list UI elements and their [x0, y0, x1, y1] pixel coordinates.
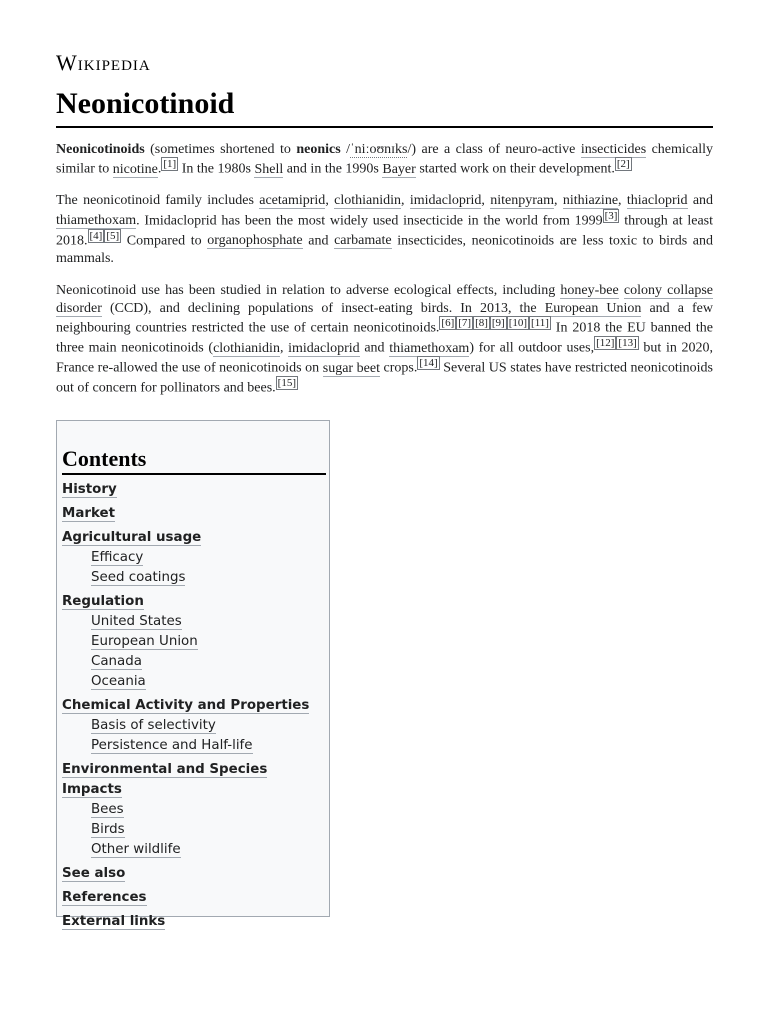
- toc-item-chemical-activity-and-properties[interactable]: [62, 696, 328, 716]
- text: Compared to: [121, 233, 208, 249]
- link-bayer[interactable]: Bayer: [382, 161, 416, 177]
- text: In 2018 the EU banned the three main neonicotinoids (: [56, 321, 713, 356]
- reference-label[interactable]: [12]: [596, 337, 615, 350]
- reference-8[interactable]: [473, 316, 490, 330]
- link-european-union[interactable]: European Union: [544, 301, 642, 317]
- toc-item-label[interactable]: Persistence and Half-life: [91, 738, 253, 753]
- link-carbamate[interactable]: carbamate: [334, 233, 392, 249]
- toc-item-references[interactable]: [62, 888, 328, 908]
- text: and: [359, 340, 390, 356]
- reference-label[interactable]: [15]: [277, 377, 296, 390]
- reference-15[interactable]: [276, 376, 298, 390]
- toc-item-european-union[interactable]: [62, 632, 328, 652]
- toc-item-label[interactable]: Chemical Activity and Properties: [62, 698, 310, 713]
- reference-label[interactable]: [4]: [89, 229, 103, 242]
- link-colony-collapse-disorder[interactable]: colony collapse disorder: [56, 282, 713, 317]
- text: and: [687, 193, 714, 209]
- reference-label[interactable]: [7]: [458, 317, 472, 330]
- toc-item-united-states[interactable]: [62, 612, 328, 632]
- link-honey-bee[interactable]: honey-bee: [560, 282, 619, 298]
- reference-12[interactable]: [594, 336, 616, 350]
- reference-label[interactable]: [6]: [441, 317, 455, 330]
- toc-item-label[interactable]: Bees: [91, 802, 124, 817]
- link-acetamiprid[interactable]: acetamiprid: [259, 193, 326, 209]
- text: crops.: [379, 360, 418, 376]
- text: and a few neighbouring countries restricted the use of certain neonicotinoids.: [56, 301, 713, 336]
- toc-item-label[interactable]: Birds: [91, 822, 125, 837]
- reference-label[interactable]: [9]: [491, 317, 505, 330]
- reference-label[interactable]: [3]: [604, 209, 618, 222]
- reference-7[interactable]: [456, 316, 473, 330]
- text: ,: [279, 340, 289, 356]
- link-clothianidin[interactable]: clothianidin: [334, 193, 402, 209]
- text: and in the 1990s: [283, 161, 383, 177]
- reference-14[interactable]: [417, 356, 439, 370]
- reference-1[interactable]: [161, 157, 178, 171]
- reference-label[interactable]: [8]: [475, 317, 488, 330]
- reference-label[interactable]: [5]: [106, 229, 120, 242]
- toc-item-label[interactable]: Agricultural usage: [62, 530, 202, 545]
- reference-label[interactable]: [14]: [419, 357, 438, 370]
- toc-list: [62, 480, 328, 932]
- text: .: [157, 161, 162, 177]
- reference-label[interactable]: [13]: [618, 337, 637, 350]
- text: ) for all outdoor uses,: [469, 340, 595, 356]
- toc-item-label[interactable]: Basis of selectivity: [91, 718, 216, 733]
- text: /) are a class of neuro-active: [407, 142, 581, 157]
- text: (CCD), and declining populations of insect-eating birds. In 2013, the: [101, 301, 545, 317]
- link-insecticides[interactable]: insecticides: [580, 142, 647, 157]
- toc-item-regulation[interactable]: [62, 592, 328, 612]
- reference-label[interactable]: [10]: [508, 317, 528, 330]
- link-nithiazine[interactable]: nithiazine: [562, 193, 619, 209]
- toc-item-label[interactable]: European Union: [91, 634, 198, 649]
- ipa-pronunciation[interactable]: ˈniːoʊnɪks: [350, 142, 408, 157]
- link-nitenpyram[interactable]: nitenpyram: [490, 193, 554, 209]
- toc-item-basis-of-selectivity[interactable]: [62, 716, 328, 736]
- text: ,: [618, 193, 627, 209]
- text: The neonicotinoid family includes: [56, 193, 260, 209]
- term-bold: neonics: [296, 142, 341, 157]
- toc-item-label[interactable]: United States: [91, 614, 182, 629]
- reference-5[interactable]: [104, 229, 121, 243]
- toc-item-label[interactable]: Regulation: [62, 594, 144, 609]
- toc-item-seed-coatings[interactable]: [62, 568, 328, 588]
- toc-item-persistence-and-half-life[interactable]: [62, 736, 328, 756]
- link-thiamethoxam[interactable]: thiamethoxam: [389, 340, 470, 356]
- toc-item-bees[interactable]: [62, 800, 328, 820]
- link-imidacloprid[interactable]: imidacloprid: [288, 340, 360, 356]
- toc-item-label[interactable]: Efficacy: [91, 550, 144, 565]
- toc-item-environmental-and-species-impacts[interactable]: [62, 760, 328, 800]
- intro-paragraph-1: [56, 141, 713, 179]
- toc-item-label[interactable]: See also: [62, 866, 126, 881]
- text: Neonicotinoid use has been studied in relation to adverse ecological effects, including: [56, 282, 561, 298]
- toc-item-market[interactable]: [62, 504, 328, 524]
- toc-item-label[interactable]: Environmental and Species Impacts: [62, 762, 268, 797]
- toc-item-history[interactable]: [62, 480, 328, 500]
- text: chemically similar to: [56, 142, 713, 177]
- toc-item-see-also[interactable]: [62, 864, 328, 884]
- link-nicotine[interactable]: nicotine: [112, 161, 158, 177]
- text: In the 1980s: [178, 161, 255, 177]
- intro-paragraph-3: [56, 282, 713, 398]
- text: . Imidacloprid has been the most widely used insecticide in the world from 1999: [136, 213, 603, 229]
- text: through at least 2018.: [56, 213, 714, 249]
- toc-item-birds[interactable]: [62, 820, 328, 840]
- link-thiamethoxam[interactable]: thiamethoxam: [56, 213, 137, 229]
- toc-item-efficacy[interactable]: [62, 548, 328, 568]
- toc-item-agricultural-usage[interactable]: [62, 528, 328, 548]
- toc-item-label[interactable]: Canada: [91, 654, 142, 669]
- reference-9[interactable]: [490, 316, 507, 330]
- text: /: [340, 142, 351, 157]
- text: ,: [481, 193, 491, 209]
- toc-item-label[interactable]: Seed coatings: [91, 570, 186, 585]
- link-imidacloprid[interactable]: imidacloprid: [409, 193, 482, 209]
- text: (sometimes shortened to: [144, 142, 297, 157]
- link-organophosphate[interactable]: organophosphate: [207, 233, 303, 249]
- toc-item-canada[interactable]: [62, 652, 328, 672]
- toc-item-label[interactable]: External links: [62, 914, 166, 929]
- reference-label[interactable]: [1]: [163, 158, 177, 171]
- text: started work on their development.: [415, 161, 615, 177]
- reference-13[interactable]: [616, 336, 638, 350]
- link-sugar-beet[interactable]: sugar beet: [322, 360, 380, 376]
- toc-title: Contents: [62, 445, 326, 475]
- reference-2[interactable]: [615, 157, 632, 171]
- reference-6[interactable]: [439, 316, 456, 330]
- reference-label[interactable]: [2]: [616, 158, 630, 171]
- text: Several US states have restricted neonicotinoids out of concern for pollinators and bees.: [56, 360, 713, 396]
- link-thiacloprid[interactable]: thiacloprid: [626, 193, 688, 209]
- text: ,: [325, 193, 335, 209]
- toc-item-other-wildlife[interactable]: [62, 840, 328, 860]
- article-body: [56, 141, 713, 411]
- toc-item-label[interactable]: Oceania: [91, 674, 146, 689]
- link-shell[interactable]: Shell: [254, 161, 284, 177]
- text: and: [302, 233, 335, 249]
- toc-item-oceania[interactable]: [62, 672, 328, 692]
- page-title: Neonicotinoid: [56, 84, 713, 128]
- toc-item-label[interactable]: History: [62, 482, 117, 497]
- text: insecticides, neonicotinoids are less toxic to birds and mammals.: [56, 233, 714, 267]
- text: but in 2020, France re-allowed the use of neonicotinoids on: [56, 340, 714, 376]
- text: ,: [554, 193, 563, 209]
- toc-item-label[interactable]: Other wildlife: [91, 842, 181, 857]
- intro-paragraph-2: [56, 192, 713, 269]
- term-bold: Neonicotinoids: [56, 142, 145, 157]
- text: ,: [401, 193, 410, 209]
- toc-item-label[interactable]: References: [62, 890, 147, 905]
- link-clothianidin[interactable]: clothianidin: [213, 340, 280, 356]
- reference-10[interactable]: [507, 316, 529, 330]
- reference-4[interactable]: [88, 229, 105, 243]
- reference-11[interactable]: [529, 316, 551, 330]
- reference-3[interactable]: [603, 209, 620, 223]
- toc-item-external-links[interactable]: [62, 912, 328, 932]
- wikipedia-logo[interactable]: Wikipedia: [56, 50, 151, 75]
- toc-item-label[interactable]: Market: [62, 506, 115, 521]
- table-of-contents: [56, 420, 330, 929]
- reference-label[interactable]: [11]: [531, 317, 549, 330]
